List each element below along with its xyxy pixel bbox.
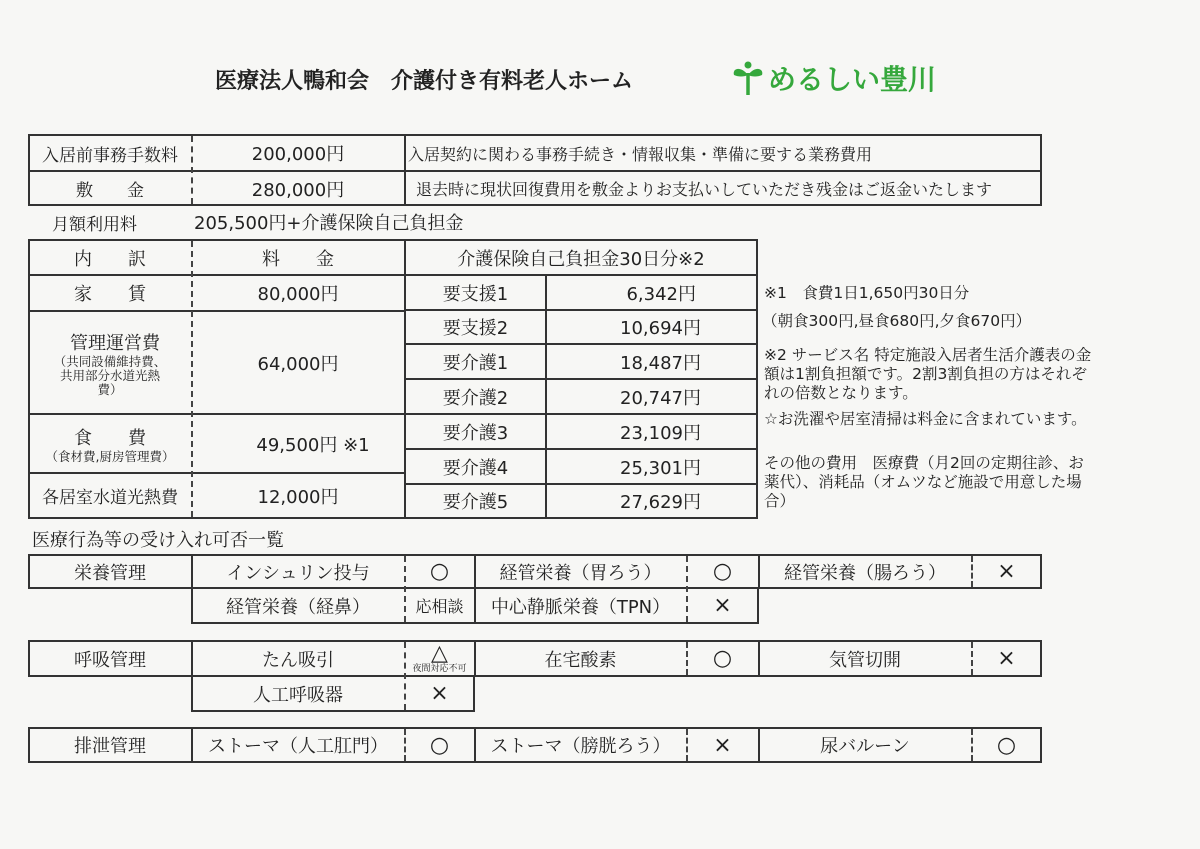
cross-mark: × — [997, 646, 1016, 671]
care-level: 要介護5 — [442, 492, 509, 513]
fee-note: 退去時に現状回復費用を敷金よりお支払いしていただき残金はご返金いたします — [416, 180, 993, 199]
note-other-costs: その他の費用 医療費（月2回の定期往診、お薬代）、消耗品（オムツなど施設で用意した場合） — [764, 454, 1084, 510]
circle-mark: ○ — [429, 732, 450, 758]
triangle-mark: △ — [431, 640, 448, 666]
procedure-name: インシュリン投与 — [226, 562, 370, 584]
procedure-name: たん吸引 — [262, 649, 334, 671]
fee-label: 敷 金 — [76, 181, 144, 201]
triangle-mark-cell — [406, 642, 473, 675]
procedure-name: 経管栄養（腸ろう） — [784, 562, 946, 584]
rent-amount: 80,000円 — [257, 284, 339, 305]
note-laundry: ☆お洗濯や居室清掃は料金に含まれています。 — [764, 410, 1087, 428]
care-level: 要支援2 — [442, 318, 509, 339]
fee-amount: 280,000円 — [251, 179, 345, 201]
care-level: 要支援1 — [442, 283, 509, 305]
header-care: 介護保険自己負担金30日分※2 — [457, 248, 705, 270]
management-amount: 64,000円 — [257, 353, 339, 375]
meal-sub: （食材費,厨房管理費） — [45, 448, 175, 464]
page-title: 医療法人鴨和会 介護付き有料老人ホーム — [215, 69, 634, 94]
note-meal-detail: （朝食300円,昼食680円,夕食670円） — [762, 312, 1032, 330]
monthly-label: 月額利用料 — [52, 215, 137, 235]
care-amount: 27,629円 — [620, 492, 701, 513]
utility-amount: 12,000円 — [257, 486, 339, 508]
meal-amount: 49,500円 ※1 — [256, 434, 370, 456]
procedure-name: 気管切開 — [829, 649, 901, 671]
care-amount: 23,109円 — [620, 422, 701, 444]
care-level: 要介護4 — [442, 457, 509, 479]
cross-mark: × — [713, 732, 732, 758]
brand-name: めるしい豊川 — [768, 63, 937, 96]
brand-logo — [730, 58, 936, 98]
procedure-name: 尿バルーン — [820, 736, 910, 757]
care-amount: 10,694円 — [620, 318, 701, 339]
header-price: 料 金 — [262, 248, 334, 270]
care-amount: 18,487円 — [620, 352, 701, 374]
consult-mark: 応相談 — [415, 597, 464, 616]
category-excretion: 排泄管理 — [74, 736, 146, 757]
circle-mark: ○ — [996, 732, 1017, 758]
procedure-name: ストーマ（膀胱ろう） — [490, 736, 671, 757]
care-level: 要介護1 — [442, 352, 509, 374]
cross-mark: × — [997, 559, 1016, 584]
care-amount: 20,747円 — [620, 387, 701, 409]
procedure-name: 人工呼吸器 — [253, 684, 343, 706]
medical-title: 医療行為等の受け入れ可否一覧 — [32, 530, 284, 551]
cross-mark: × — [430, 681, 449, 706]
meal-label: 食 費 — [74, 427, 146, 449]
fee-label: 入居前事務手数料 — [42, 145, 178, 166]
care-level: 要介護3 — [442, 422, 509, 444]
management-sub: （共同設備維持費、 共用部分水道光熱 費） — [53, 353, 167, 397]
procedure-name: 経管栄養（胃ろう） — [499, 562, 662, 584]
care-amount: 25,301円 — [620, 457, 701, 479]
procedure-name: 在宅酸素 — [544, 649, 617, 671]
category-respiratory: 呼吸管理 — [74, 649, 146, 671]
monthly-value: 205,500円+介護保険自己負担金 — [194, 213, 464, 234]
fee-note: 入居契約に関わる事務手続き・情報収集・準備に要する業務費用 — [408, 144, 873, 164]
note-meal: ※1 食費1日1,650円30日分 — [764, 284, 970, 302]
circle-mark: ○ — [712, 646, 733, 671]
rent-label: 家 賃 — [74, 284, 146, 305]
header-item: 内 訳 — [74, 248, 146, 270]
category-nutrition: 栄養管理 — [74, 562, 146, 584]
procedure-name: 経管栄養（経鼻） — [226, 596, 370, 618]
management-label: 管理運営費 — [70, 332, 160, 354]
utility-label: 各居室水道光熱費 — [42, 488, 178, 508]
cross-mark: × — [713, 593, 732, 618]
procedure-name: 中心静脈栄養（TPN） — [490, 596, 671, 618]
circle-mark: ○ — [429, 559, 450, 584]
note-insurance: ※2 サービス名 特定施設入居者生活介護表の金額は1割負担額です。2割3割負担の方はそれぞれの倍数となります。 — [764, 346, 1092, 402]
management-cell — [30, 312, 190, 413]
care-level: 要介護2 — [442, 387, 509, 409]
fee-amount: 200,000円 — [251, 144, 345, 165]
meal-cell — [30, 415, 190, 472]
triangle-mark-note: 夜間対応不可 — [412, 663, 467, 674]
care-amount: 6,342円 — [626, 283, 696, 305]
sprout-icon — [730, 59, 766, 97]
circle-mark: ○ — [712, 559, 733, 584]
procedure-name: ストーマ（人工肛門） — [208, 736, 388, 757]
